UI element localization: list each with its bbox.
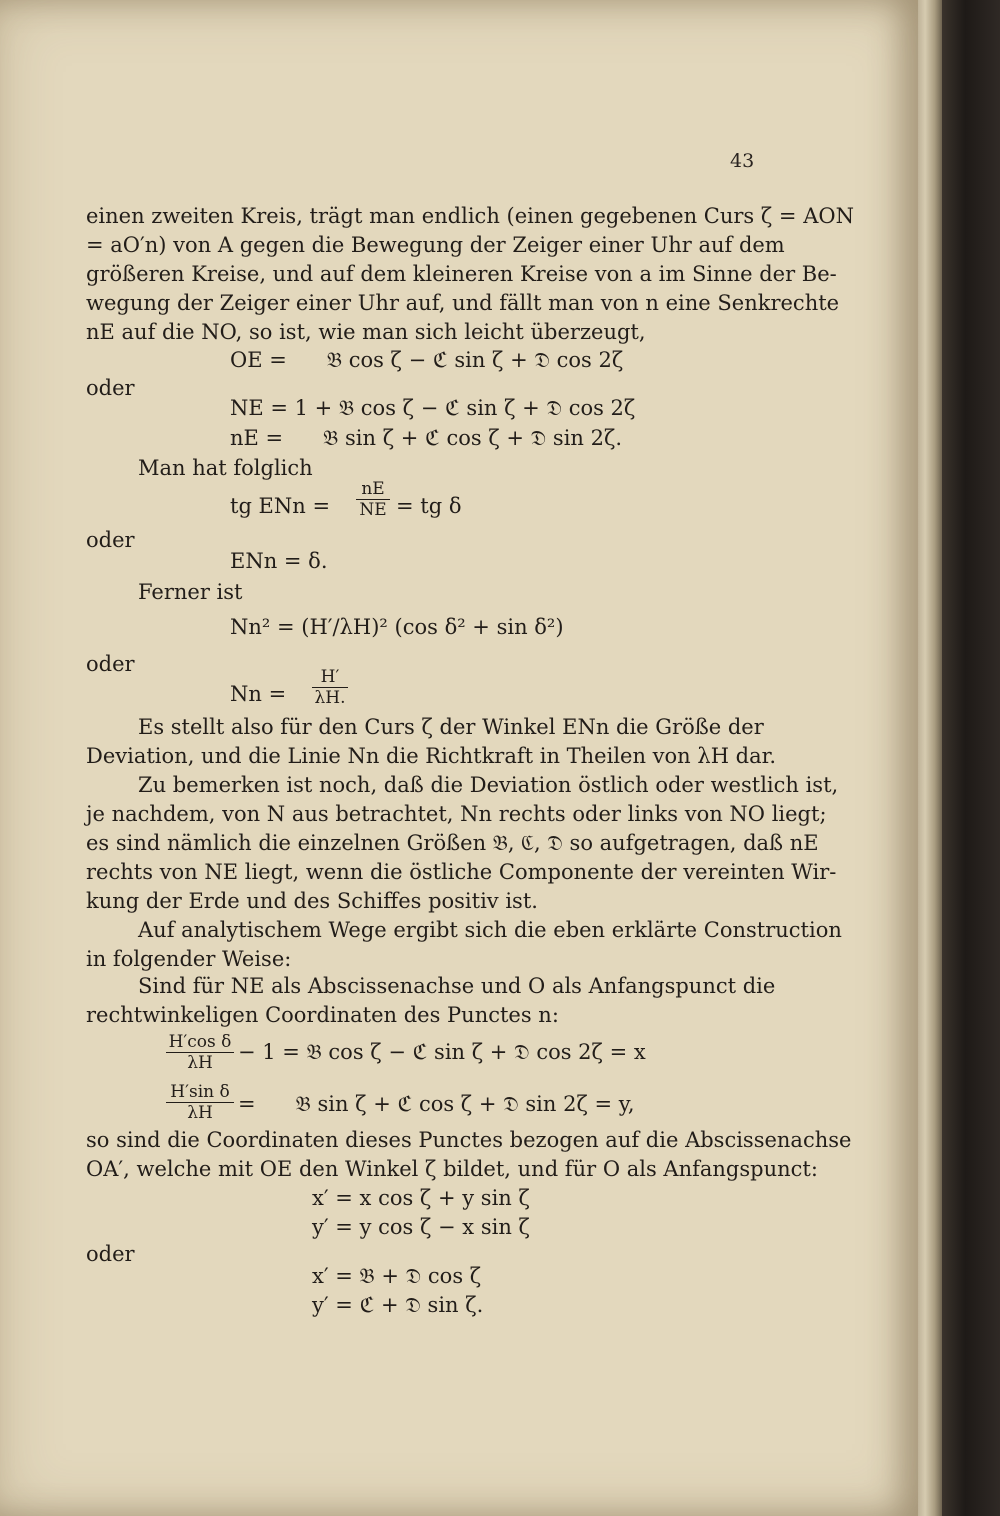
equation: nE = 𝔅 sin ζ + ℭ cos ζ + 𝔇 sin 2ζ.: [230, 426, 623, 450]
text-line: Zu bemerken ist noch, daß die Deviation östlich oder westlich ist,: [138, 773, 839, 797]
equation: x′ = x cos ζ + y sin ζ: [312, 1186, 530, 1210]
text-line: oder: [86, 652, 135, 676]
text-line: oder: [86, 528, 135, 552]
text-line: Es stellt also für den Curs ζ der Winkel ENn die Größe der: [138, 715, 764, 739]
equation: = tg δ: [396, 494, 462, 518]
denominator: λH: [187, 1103, 213, 1123]
denominator: λH.: [314, 688, 346, 708]
equation: = 𝔅 sin ζ + ℭ cos ζ + 𝔇 sin 2ζ = y,: [238, 1092, 635, 1116]
numerator: nE: [356, 479, 390, 500]
text-line: OA′, welche mit OE den Winkel ζ bildet, und für O als Anfangspunct:: [86, 1157, 818, 1181]
text-line: rechts von NE liegt, wenn die östliche Componente der vereinten Wir-: [86, 860, 837, 884]
numerator: H′sin δ: [166, 1082, 234, 1103]
equation: Nn =: [230, 682, 287, 706]
denominator: λH: [187, 1053, 213, 1073]
equation: NE = 1 + 𝔅 cos ζ − ℭ sin ζ + 𝔇 cos 2ζ: [230, 396, 636, 420]
book-cover: [942, 0, 1000, 1516]
equation: ENn = δ.: [230, 549, 328, 573]
text-line: einen zweiten Kreis, trägt man endlich (einen gegebenen Curs ζ = AON: [86, 204, 854, 228]
fraction: [166, 1082, 234, 1123]
text-line: Deviation, und die Linie Nn die Richtkraft in Theilen von λH dar.: [86, 744, 777, 768]
text-line: Man hat folglich: [138, 456, 313, 480]
text-line: größeren Kreise, und auf dem kleineren Kreise von a im Sinne der Be-: [86, 262, 837, 286]
text-line: nE auf die NO, so ist, wie man sich leicht überzeugt,: [86, 320, 646, 344]
equation: y′ = ℭ + 𝔇 sin ζ.: [312, 1293, 484, 1317]
equation: x′ = 𝔅 + 𝔇 cos ζ: [312, 1264, 482, 1288]
text-line: = aO′n) von A gegen die Bewegung der Zeiger einer Uhr auf dem: [86, 233, 785, 257]
text-line: kung der Erde und des Schiffes positiv ist.: [86, 889, 538, 913]
equation: − 1 = 𝔅 cos ζ − ℭ sin ζ + 𝔇 cos 2ζ = x: [238, 1040, 646, 1064]
text-line: so sind die Coordinaten dieses Punctes bezogen auf die Abscissenachse: [86, 1128, 852, 1152]
fraction: [312, 667, 348, 708]
fraction: [356, 479, 390, 520]
equation: Nn² = (H′/λH)² (cos δ² + sin δ²): [230, 615, 564, 639]
equation: OE = 𝔅 cos ζ − ℭ sin ζ + 𝔇 cos 2ζ: [230, 348, 624, 372]
denominator: NE: [359, 500, 387, 520]
fraction: [166, 1032, 234, 1073]
text-line: wegung der Zeiger einer Uhr auf, und fällt man von n eine Senkrechte: [86, 291, 840, 315]
page-number: 43: [730, 150, 755, 172]
text-line: rechtwinkeligen Coordinaten des Punctes n:: [86, 1003, 559, 1027]
text-line: Ferner ist: [138, 580, 243, 604]
numerator: H′cos δ: [166, 1032, 234, 1053]
text-line: es sind nämlich die einzelnen Größen 𝔅, ℭ, 𝔇 so aufgetragen, daß nE: [86, 831, 819, 855]
page-edge: [918, 0, 942, 1516]
text-line: oder: [86, 1242, 135, 1266]
equation: y′ = y cos ζ − x sin ζ: [312, 1215, 530, 1239]
text-line: Auf analytischem Wege ergibt sich die eben erklärte Construction: [138, 918, 842, 942]
text-line: je nachdem, von N aus betrachtet, Nn rechts oder links von NO liegt;: [86, 802, 827, 826]
text-line: oder: [86, 376, 135, 400]
text-line: in folgender Weise:: [86, 947, 292, 971]
equation: tg ENn =: [230, 494, 331, 518]
numerator: H′: [312, 667, 348, 688]
text-line: Sind für NE als Abscissenachse und O als Anfangspunct die: [138, 974, 776, 998]
